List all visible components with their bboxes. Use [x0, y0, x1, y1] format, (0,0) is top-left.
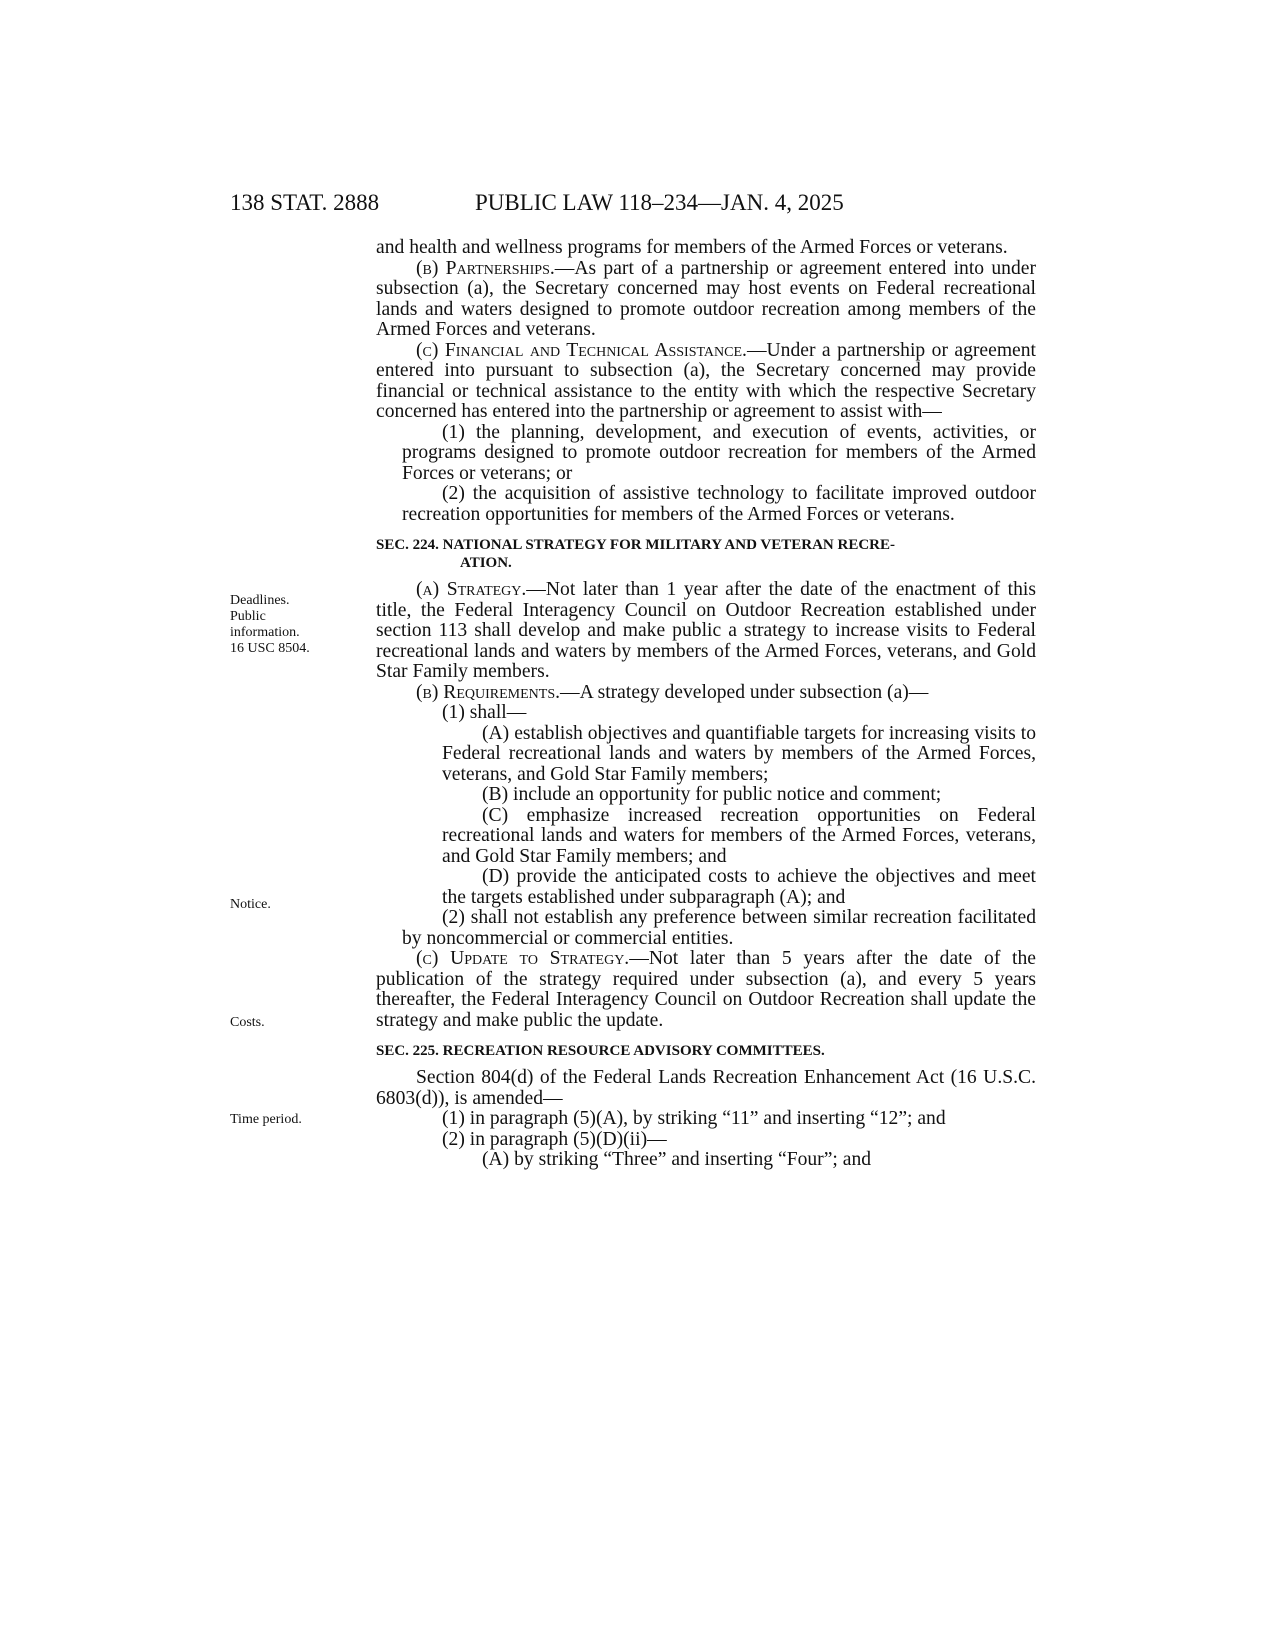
margin-note-time-period: Time period. — [230, 1112, 302, 1127]
section-225-item-2: (2) in paragraph (5)(D)(ii)— — [442, 1128, 667, 1150]
margin-note-costs: Costs. — [230, 1015, 265, 1030]
subparagraph-C: (C) emphasize increased recreation opportunities on Federal recreational lands and waters for members of the Armed Forces, veterans, and Gold Star Family members; and — [442, 804, 1036, 867]
section-224-heading — [376, 536, 1036, 572]
paragraph-a-strategy — [376, 580, 1036, 683]
document-body — [376, 238, 1036, 1171]
subsection-heading: (b) Requirements. — [416, 681, 561, 703]
subparagraph-A: (A) establish objectives and quantifiable targets for increasing visits to Federal recreational lands and waters by members of the Armed Forces, veterans, and Gold Star Family members; — [442, 722, 1036, 785]
paragraph-c-update — [376, 949, 1036, 1031]
page-header — [230, 190, 1030, 220]
paragraph-2-preference: (2) shall not establish any preference between similar recreation facilitated by noncommercial or commercial entities. — [402, 907, 1036, 949]
margin-note-sec224: Deadlines. Public information. 16 USC 8504. — [230, 593, 310, 656]
paragraph-continuation: and health and wellness programs for members of the Armed Forces or veterans. — [376, 237, 1008, 258]
paragraph-c-assistance — [376, 341, 1036, 423]
paragraph-b-requirements — [376, 683, 1036, 704]
statute-page-reference: 138 STAT. 2888 — [230, 190, 380, 215]
section-225-heading: SEC. 225. RECREATION RESOURCE ADVISORY COMMITTEES. — [376, 1043, 825, 1059]
subsection-text: —A strategy developed under subsection (a)— — [560, 681, 929, 703]
public-law-title: PUBLIC LAW 118–234—JAN. 4, 2025 — [475, 190, 844, 215]
subsection-heading: (b) Partnerships. — [416, 257, 555, 279]
section-225-intro: Section 804(d) of the Federal Lands Recreation Enhancement Act (16 U.S.C. 6803(d)), is amended— — [376, 1067, 1036, 1109]
paragraph-1-shall: (1) shall— — [442, 702, 527, 723]
subsection-text: —Not later than 5 years after the date of the publication of the strategy required under subsection (a), and every 5 years thereafter, the Federal Interagency Council on Outdoor Recreation shall update the strategy and make public the update. — [376, 948, 1036, 1031]
subsection-heading: (c) Financial and Technical Assistance. — [416, 339, 747, 361]
subsection-heading: (c) Update to Strategy. — [416, 948, 630, 969]
paragraph-c1: (1) the planning, development, and execution of events, activities, or programs designed to promote outdoor recreation for members of the Armed Forces or veterans; or — [402, 421, 1036, 484]
section-heading-line: ATION. — [460, 555, 512, 571]
section-heading-line: SEC. 224. NATIONAL STRATEGY FOR MILITARY AND VETERAN RECRE- — [376, 537, 895, 553]
subsection-heading: (a) Strategy. — [416, 579, 527, 600]
paragraph-b-partnerships — [376, 259, 1036, 341]
subsection-text: —Not later than 1 year after the date of the enactment of this title, the Federal Interagency Council on Outdoor Recreation established under section 113 shall develop and make public a strategy to increase visits to Federal recreational lands and waters by members of the Armed Forces, veterans, and Gold Star Family members. — [376, 579, 1036, 682]
section-225-item-1: (1) in paragraph (5)(A), by striking “11” and inserting “12”; and — [442, 1108, 946, 1129]
section-225-item-2A: (A) by striking “Three” and inserting “Four”; and — [482, 1149, 872, 1170]
paragraph-c2: (2) the acquisition of assistive technology to facilitate improved outdoor recreation opportunities for members of the Armed Forces or veterans. — [402, 483, 1036, 525]
subsection-text: —As part of a partnership or agreement entered into under subsection (a), the Secretary concerned may host events on Federal recreational lands and waters designed to promote outdoor recreation among members of the Armed Forces and veterans. — [376, 257, 1036, 340]
margin-note-notice: Notice. — [230, 897, 271, 912]
subsection-text: —Under a partnership or agreement entered into pursuant to subsection (a), the Secretary concerned may provide financial or technical assistance to the entity with which the respective Secretary concerned has entered into the partnership or agreement to assist with— — [376, 339, 1036, 422]
subparagraph-B: (B) include an opportunity for public notice and comment; — [482, 784, 942, 805]
subparagraph-D: (D) provide the anticipated costs to achieve the objectives and meet the targets established under subparagraph (A); and — [442, 866, 1036, 908]
